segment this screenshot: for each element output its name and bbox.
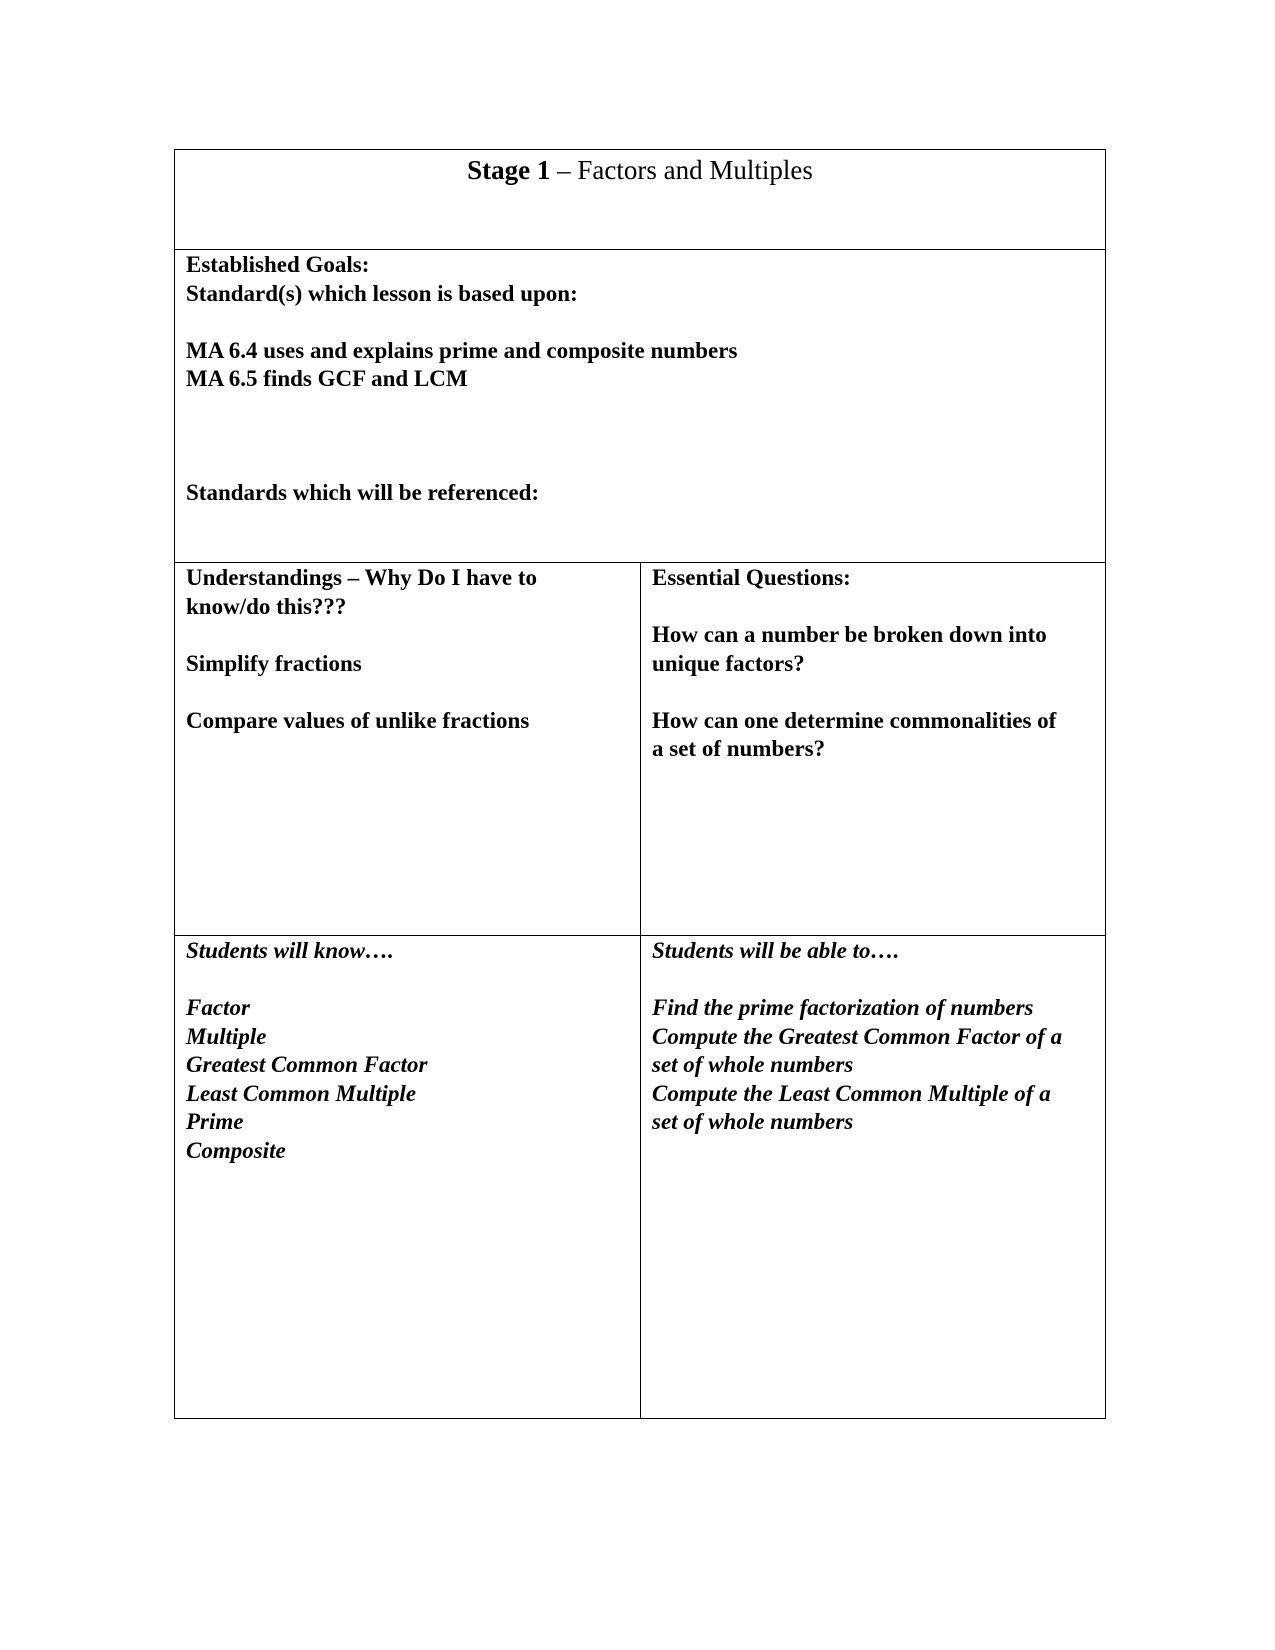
skill-line: Compute the Greatest Common Factor of a [652, 1023, 1063, 1049]
spacer [186, 678, 631, 707]
skill-line-cont: set of whole numbers [652, 1052, 854, 1077]
title-dash: – [550, 155, 578, 185]
spacer [186, 451, 1086, 480]
students-know-cell [186, 937, 631, 1165]
essential-questions-cell [652, 564, 1097, 764]
spacer [186, 966, 631, 995]
standard-item: MA 6.4 uses and explains prime and composite numbers [186, 337, 738, 363]
essential-questions-heading: Essential Questions: [652, 565, 851, 590]
spacer [186, 308, 1086, 337]
vocab-item: Prime [186, 1109, 244, 1134]
spacer [652, 593, 1097, 622]
understandings-heading-cont: know/do this??? [186, 593, 347, 619]
skill-line: Find the prime factorization of numbers [652, 995, 1034, 1020]
vocab-item: Greatest Common Factor [186, 1052, 428, 1077]
vocab-item: Factor [186, 995, 250, 1020]
students-able-heading: Students will be able to…. [652, 938, 900, 963]
question-item: How can a number be broken down into [652, 622, 1047, 647]
standards-label: Standard(s) which lesson is based upon: [186, 280, 578, 306]
students-able-cell [652, 937, 1097, 1137]
question-item: How can one determine commonalities of [652, 707, 1057, 733]
understanding-item: Compare values of unlike fractions [186, 707, 530, 733]
understandings-heading: Understandings – Why Do I have to [186, 565, 538, 590]
skill-line-cont: set of whole numbers [652, 1109, 854, 1134]
spacer [652, 966, 1097, 995]
divider-middle [175, 935, 1105, 936]
title-stage: Stage 1 [467, 155, 551, 185]
title-topic: Factors and Multiples [577, 155, 813, 185]
understanding-item: Simplify fractions [186, 650, 362, 676]
spacer [652, 678, 1097, 707]
referenced-standards-label: Standards which will be referenced: [186, 480, 540, 505]
divider-title [175, 249, 1105, 250]
spacer [186, 621, 631, 650]
lesson-plan-table [174, 149, 1106, 1419]
understandings-cell [186, 564, 631, 735]
question-item-cont: a set of numbers? [652, 736, 826, 761]
vocab-item: Multiple [186, 1023, 267, 1049]
page-title [175, 153, 1105, 187]
goals-heading: Established Goals: [186, 252, 370, 277]
vocab-item: Composite [186, 1137, 286, 1163]
spacer [186, 394, 1086, 423]
goals-cell [186, 251, 1086, 508]
vocab-item: Least Common Multiple [186, 1080, 417, 1106]
students-know-heading: Students will know…. [186, 938, 394, 963]
spacer [186, 422, 1086, 451]
skill-line: Compute the Least Common Multiple of a [652, 1080, 1051, 1106]
question-item-cont: unique factors? [652, 650, 805, 676]
standard-item: MA 6.5 finds GCF and LCM [186, 366, 468, 391]
column-divider [640, 562, 641, 1418]
